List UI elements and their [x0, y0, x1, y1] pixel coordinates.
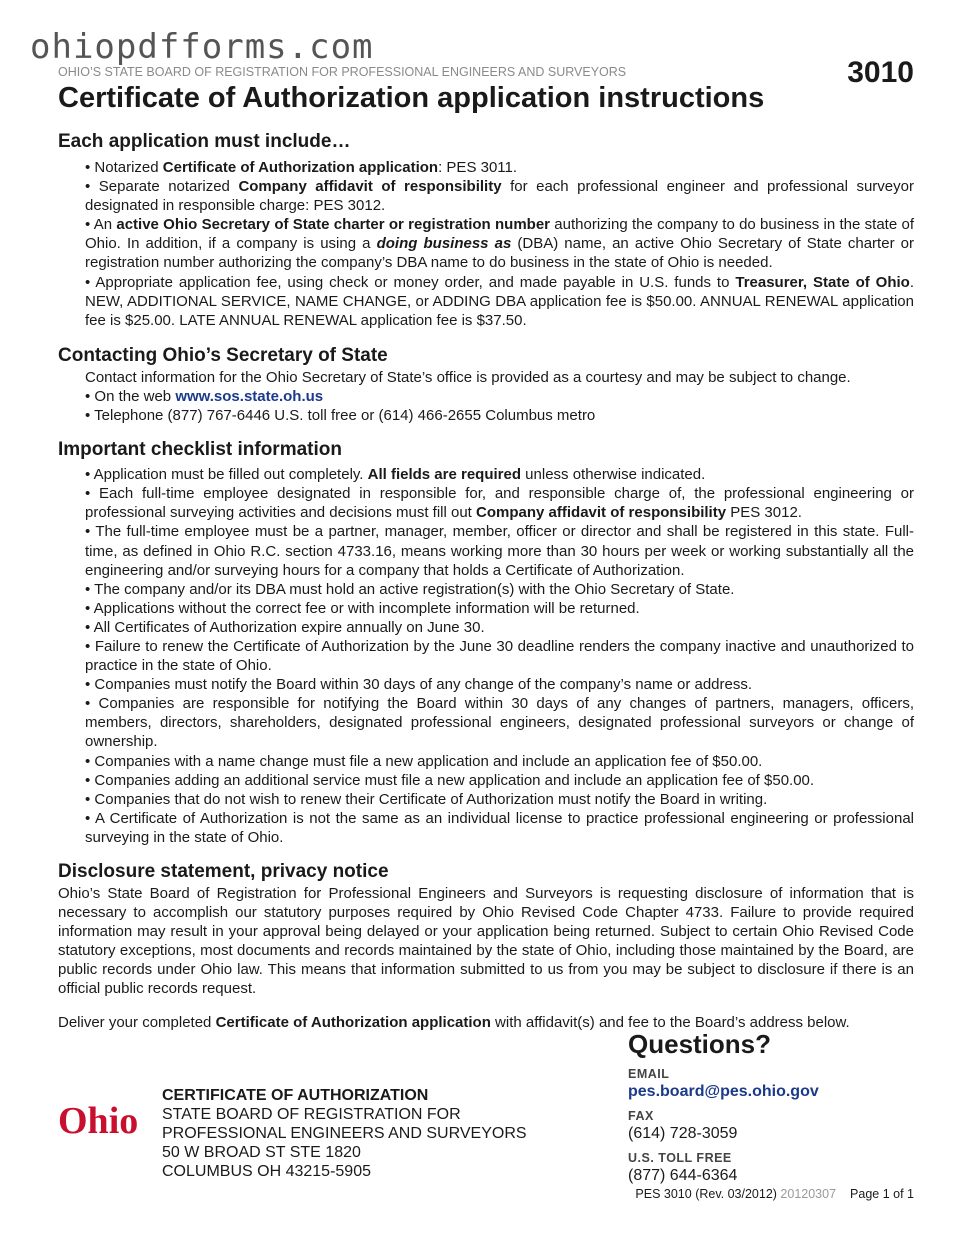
- email-link[interactable]: pes.board@pes.ohio.gov: [628, 1083, 819, 1100]
- form-number: 3010: [847, 56, 914, 89]
- list-item: • Telephone (877) 767-6446 U.S. toll free or (614) 466-2655 Columbus metro: [85, 406, 914, 425]
- list-item: • Separate notarized Company affidavit of responsibility for each professional engineer and professional surveyor designated in responsible charge: PES 3012.: [85, 177, 914, 215]
- email-label: EMAIL: [628, 1067, 670, 1081]
- sos-website-link[interactable]: www.sos.state.oh.us: [175, 387, 324, 405]
- tollfree-number: (877) 644-6364: [628, 1167, 738, 1184]
- list-item: • Companies with a name change must file a new application and include an application fee of $50.00.: [85, 752, 914, 771]
- ohio-logo: Ohio: [58, 1100, 139, 1142]
- include-list: [58, 158, 914, 330]
- list-item: • Notarized Certificate of Authorization application: PES 3011.: [85, 158, 914, 177]
- contact-intro: Contact information for the Ohio Secretary of State’s office is provided as a courtesy and may be subject to change.: [85, 368, 851, 386]
- list-item: • An active Ohio Secretary of State charter or registration number authorizing the company to do business in the state of Ohio. In addition, if a company is using a doing business as (DBA) name, an active Ohio Secretary of State charter or registration number authorizing the company’s DBA name to do business in the state of Ohio is needed.: [85, 215, 914, 272]
- disclosure-text: Ohio’s State Board of Registration for Professional Engineers and Surveyors is requesting disclosure of information that is necessary to accomplish our statutory purposes required by Ohio Revised Code Chapter 4733. Failure to provide required information may result in your approval being delayed or your application being returned. Subject to certain Ohio Revised Code statutory exceptions, most documents and records maintained by the state of Ohio, including those maintained by the Board, are public records under Ohio law. This means that information submitted to us from you may be subject to disclosure if there is an official public records request.: [58, 885, 914, 998]
- checklist-list: [58, 465, 914, 847]
- fax-number: (614) 728-3059: [628, 1125, 738, 1142]
- list-item: • Failure to renew the Certificate of Authorization by the June 30 deadline renders the company inactive and unauthorized to practice in the state of Ohio.: [85, 637, 914, 675]
- board-address: CERTIFICATE OF AUTHORIZATION STATE BOARD OF REGISTRATION FOR PROFESSIONAL ENGINEERS AND SURVEYORS 50 W BROAD ST STE 1820 COLUMBUS OH 43215-5905: [162, 1087, 527, 1180]
- questions-heading: Questions?: [628, 1029, 772, 1059]
- tollfree-label: U.S. TOLL FREE: [628, 1151, 732, 1165]
- agency-name: OHIO’S STATE BOARD OF REGISTRATION FOR PROFESSIONAL ENGINEERS AND SURVEYORS: [58, 65, 627, 79]
- list-item: • Companies adding an additional service must file a new application and include an application fee of $50.00.: [85, 771, 914, 790]
- list-item: • A Certificate of Authorization is not the same as an individual license to practice professional engineering or professional surveying in the state of Ohio.: [85, 809, 914, 847]
- list-item: • All Certificates of Authorization expire annually on June 30.: [85, 618, 914, 637]
- list-item: • Companies that do not wish to renew their Certificate of Authorization must notify the Board in writing.: [85, 790, 914, 809]
- list-item: • Applications without the correct fee or with incomplete information will be returned.: [85, 599, 914, 618]
- list-item: • The full-time employee must be a partner, manager, member, officer or director and shall be registered in this state. Full-time, as defined in Ohio R.C. section 4733.16, means working more than 30 hours per week or working substantially all the engineering and/or surveying hours for a company that holds a Certificate of Authorization.: [85, 522, 914, 579]
- list-item: • Each full-time employee designated in responsible for, and responsible charge of, the professional engineering or professional surveying activities and decisions must fill out Company affidavit of responsibility PES 3012.: [85, 484, 914, 522]
- list-item: • Companies must notify the Board within 30 days of any change of the company’s name or address.: [85, 675, 914, 694]
- page-title: Certificate of Authorization application instructions: [58, 82, 765, 114]
- list-item: • Appropriate application fee, using check or money order, and made payable in U.S. funds to Treasurer, State of Ohio. NEW, ADDITIONAL SERVICE, NAME CHANGE, or ADDING DBA application fee is $50.00. ANNUAL RENEWAL application fee is $25.00. LATE ANNUAL RENEWAL application fee is $37.50.: [85, 273, 914, 330]
- section-heading-disclosure: Disclosure statement, privacy notice: [58, 861, 389, 882]
- watermark: ohiopdfforms.com: [30, 27, 374, 67]
- list-item: • Companies are responsible for notifying the Board within 30 days of any changes of partners, managers, officers, members, directors, shareholders, designated professional engineers, designated professional surveyors or change of ownership.: [85, 694, 914, 751]
- list-item: • On the web www.sos.state.oh.us: [85, 387, 914, 406]
- questions-block: [628, 1028, 819, 1186]
- list-item: • The company and/or its DBA must hold an active registration(s) with the Ohio Secretary of State.: [85, 580, 914, 599]
- deliver-instruction: Deliver your completed Certificate of Authorization application with affidavit(s) and fee to the Board’s address below.: [58, 1013, 850, 1031]
- instructions-body: [58, 130, 914, 1032]
- section-heading-include: Each application must include…: [58, 131, 351, 152]
- form-footer: PES 3010 (Rev. 03/2012) 20120307 Page 1 of 1: [635, 1187, 914, 1201]
- list-item: • Application must be filled out completely. All fields are required unless otherwise indicated.: [85, 465, 914, 484]
- section-heading-checklist: Important checklist information: [58, 439, 342, 461]
- section-heading-contact: Contacting Ohio’s Secretary of State: [58, 344, 388, 366]
- contact-list: [58, 387, 914, 425]
- fax-label: FAX: [628, 1109, 654, 1123]
- board-address-block: [58, 1086, 527, 1181]
